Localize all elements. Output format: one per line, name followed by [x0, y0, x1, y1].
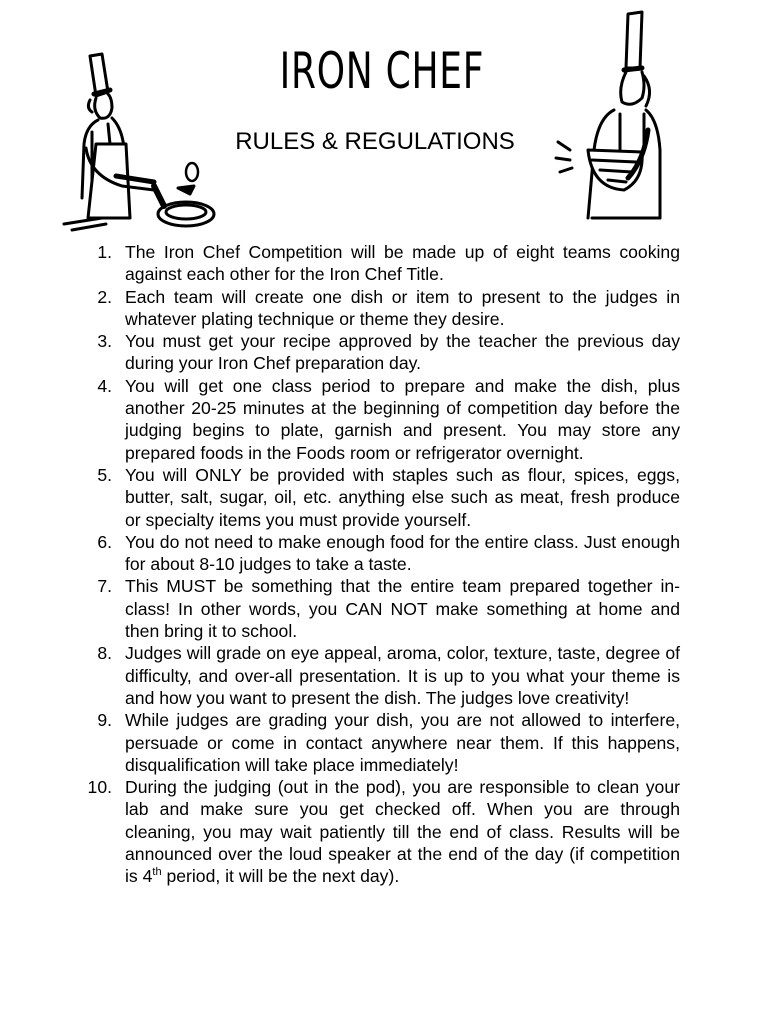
- rule-number: 3.: [97, 331, 112, 352]
- rule-item: [82, 286, 680, 331]
- rule-text: The Iron Chef Competition will be made up of eight teams cooking against each other for the Iron Chef Title.: [125, 242, 680, 285]
- rule-text: [125, 777, 680, 886]
- rules-list: [82, 241, 680, 888]
- page-subtitle: RULES & REGULATIONS: [235, 128, 515, 155]
- chef-mixing-bowl-illustration: [548, 10, 668, 225]
- rule-number: 7.: [97, 576, 112, 597]
- rule-item: [82, 642, 680, 709]
- rule-text: This MUST be something that the entire team prepared together in-class! In other words, you CAN NOT make something at home and then bring it to school.: [125, 576, 680, 642]
- rule-text-after: period, it will be the next day).: [161, 866, 400, 887]
- rule-number: 10.: [87, 777, 112, 798]
- rule-number: 8.: [97, 643, 112, 664]
- rule-text-before: During the judging (out in the pod), you are responsible to clean your lab and make sure you get checked off. When you are through cleaning, you may wait patiently till the end of class. Results will be announced over the loud speaker at the end of the day (if competition is 4: [125, 777, 680, 887]
- rule-text: You do not need to make enough food for the entire class. Just enough for about 8-10 judges to take a taste.: [125, 531, 680, 575]
- rule-text: You will get one class period to prepare and make the dish, plus another 20-25 minutes at the beginning of competition day before the judging begins to plate, garnish and present. You may store any prepared foods in the Foods room or refrigerator overnight.: [125, 375, 680, 463]
- rule-number: 4.: [97, 375, 112, 396]
- rule-text: You will ONLY be provided with staples such as flour, spices, eggs, butter, salt, sugar, oil, etc. anything else such as meat, fresh produce or specialty items you must provide yourself.: [125, 464, 680, 530]
- rule-number: 6.: [97, 531, 112, 552]
- rule-number: 2.: [97, 286, 112, 307]
- rule-item: [82, 575, 680, 642]
- rule-text: Judges will grade on eye appeal, aroma, color, texture, taste, degree of difficulty, and over-all presentation. It is up to you what your theme is and how you want to present the dish. The judges love creativity!: [125, 643, 680, 708]
- rule-item: [82, 464, 680, 531]
- rule-item: [82, 330, 680, 375]
- rule-number: 1.: [97, 242, 112, 262]
- rule-item: [82, 375, 680, 464]
- rule-number: 5.: [97, 464, 112, 485]
- rule-text: Each team will create one dish or item to present to the judges in whatever plating technique or theme they desire.: [125, 286, 680, 329]
- rule-item: [82, 776, 680, 887]
- rule-item: [82, 709, 680, 776]
- rule-item: [82, 241, 680, 286]
- rule-item: [82, 531, 680, 576]
- page-title: IRON CHEF: [279, 42, 485, 100]
- rule-text: You must get your recipe approved by the teacher the previous day during your Iron Chef preparation day.: [125, 331, 680, 374]
- ordinal-superscript: th: [152, 866, 162, 879]
- rule-text: While judges are grading your dish, you are not allowed to interfere, persuade or come in contact anywhere near them. If this happens, disqualification will take place immediately!: [125, 710, 680, 775]
- rule-number: 9.: [97, 710, 112, 731]
